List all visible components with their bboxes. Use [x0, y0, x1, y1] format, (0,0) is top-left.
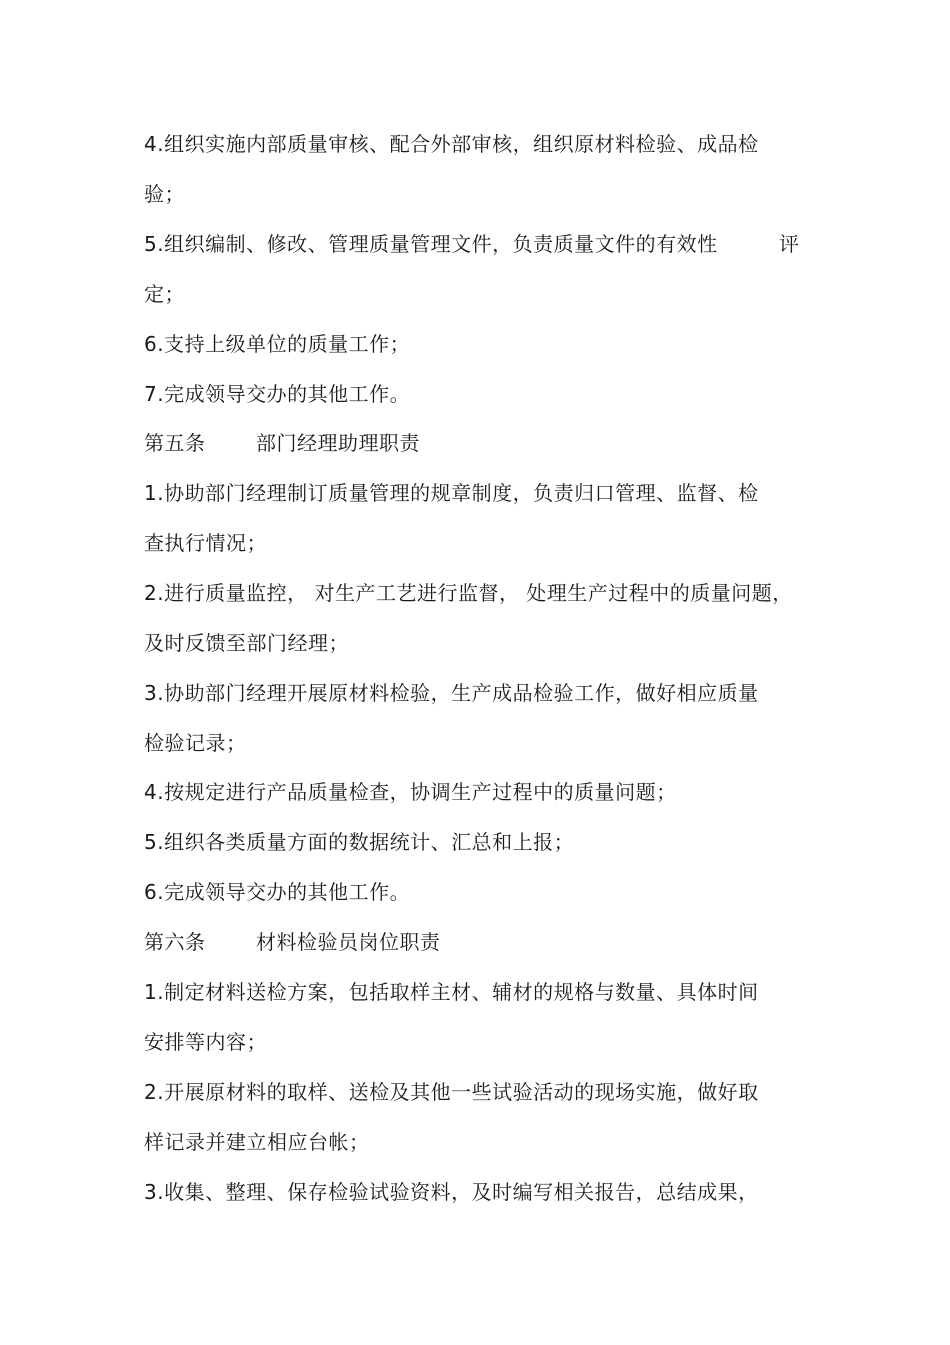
text-line: 样记录并建立相应台帐； — [144, 1130, 370, 1154]
article-number: 第五条 — [144, 431, 206, 455]
article-title: 材料检验员岗位职责 — [256, 930, 441, 954]
text-line: 6.支持上级单位的质量工作； — [144, 332, 411, 356]
text-line: 4.组织实施内部质量审核、配合外部审核，组织原材料检验、成品检 — [144, 132, 759, 156]
text-line: 1.制定材料送检方案，包括取样主材、辅材的规格与数量、具体时间 — [144, 980, 759, 1004]
article-heading — [144, 428, 814, 458]
text-line: 2.开展原材料的取样、送检及其他一些试验活动的现场实施，做好取 — [144, 1080, 759, 1104]
text-segment: 评 — [779, 232, 800, 256]
text-line: 3.协助部门经理开展原材料检验，生产成品检验工作，做好相应质量 — [144, 681, 759, 705]
article-number: 第六条 — [144, 930, 206, 954]
text-line: 3.收集、整理、保存检验试验资料，及时编写相关报告，总结成果， — [144, 1180, 759, 1204]
text-line: 查执行情况； — [144, 531, 267, 555]
text-line: 定； — [144, 282, 185, 306]
text-line-split — [144, 229, 814, 259]
text-line: 7.完成领导交办的其他工作。 — [144, 382, 411, 406]
text-line: 4.按规定进行产品质量检查，协调生产过程中的质量问题； — [144, 780, 677, 804]
text-line: 安排等内容； — [144, 1030, 267, 1054]
text-line: 1.协助部门经理制订质量管理的规章制度，负责归口管理、监督、检 — [144, 481, 759, 505]
text-line: 检验记录； — [144, 731, 247, 755]
article-heading — [144, 927, 814, 957]
article-title: 部门经理助理职责 — [256, 431, 420, 455]
text-segment: 5.组织编制、修改、管理质量管理文件，负责质量文件的有效性 — [144, 232, 718, 256]
text-line: 5.组织各类质量方面的数据统计、汇总和上报； — [144, 830, 575, 854]
text-line: 2.进行质量监控， 对生产工艺进行监督， 处理生产过程中的质量问题， — [144, 581, 793, 605]
text-line: 验； — [144, 182, 185, 206]
text-line: 6.完成领导交办的其他工作。 — [144, 880, 411, 904]
text-line: 及时反馈至部门经理； — [144, 631, 349, 655]
